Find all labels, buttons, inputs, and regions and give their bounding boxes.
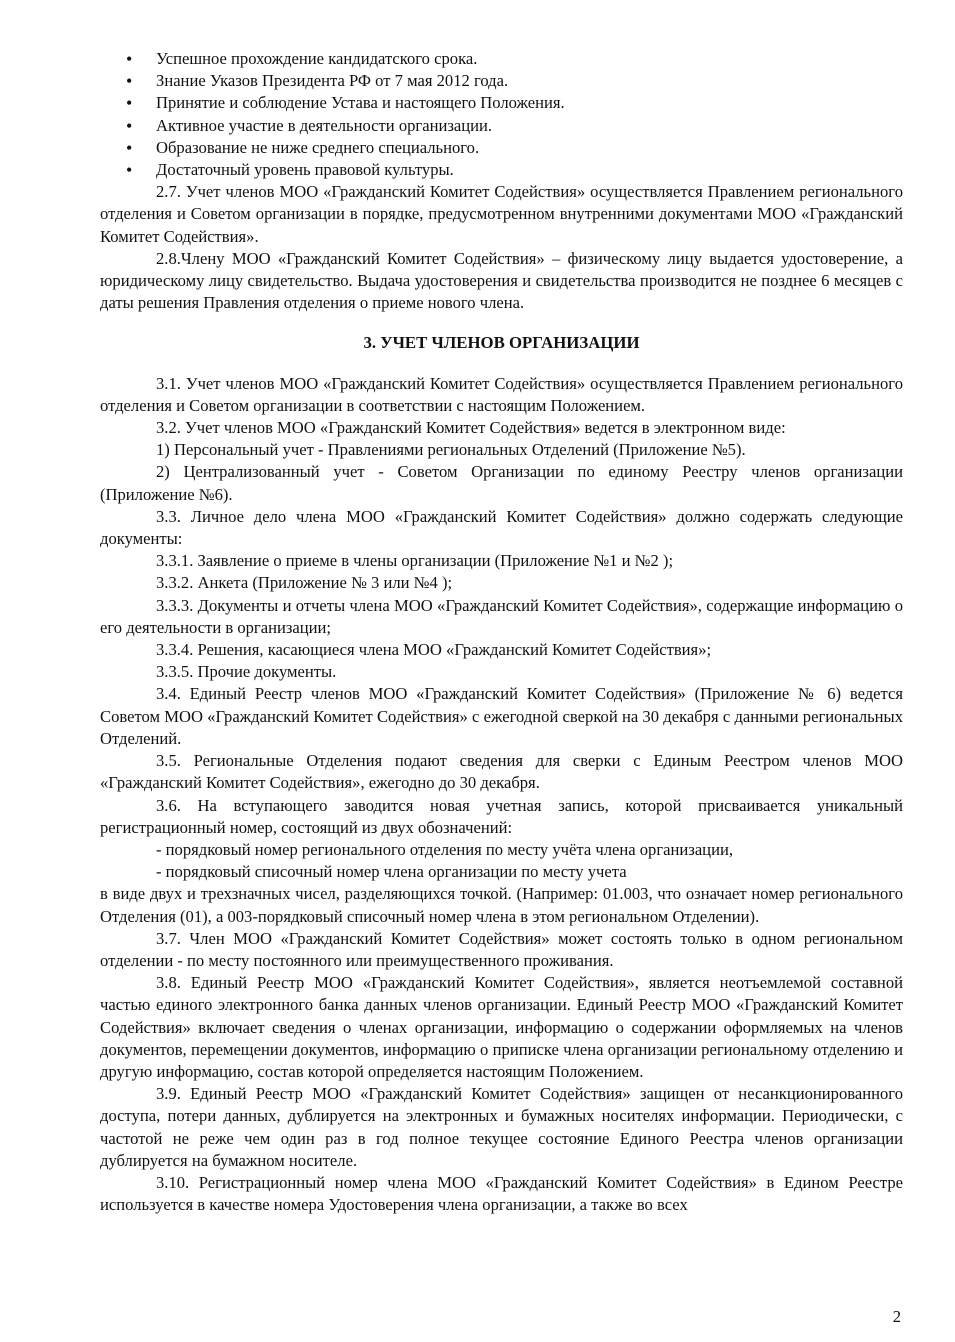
paragraph-3-6-c: в виде двух и трехзначных чисел, разделяющихся точкой. (Например: 01.003, что означает номер регионального Отделения (01), а 003-порядковый списочный номер члена в этом региональном Отделении). <box>100 884 903 926</box>
list-item: • Знание Указов Президента РФ от 7 мая 2012 года. <box>100 70 903 92</box>
paragraph-3-3: 3.3. Личное дело члена МОО «Гражданский Комитет Содействия» должно содержать следующие документы: <box>100 506 903 549</box>
paragraph-3-5: 3.5. Региональные Отделения подают сведения для сверки с Единым Реестром членов МОО «Гражданский Комитет Содействия», ежегодно до 30 декабря. <box>100 751 903 793</box>
paragraph-3-6: 3.6. На вступающего заводится новая учетная запись, которой присваивается уникальный регистрационный номер, состоящий из двух обозначений: <box>100 795 903 837</box>
paragraph-3-2-2: 2) Централизованный учет - Советом Организации по единому Реестру членов организации (Приложение №6). <box>100 462 903 504</box>
paragraph-3-3-2: 3.3.2. Анкета (Приложение № 3 или №4 ); <box>156 573 453 593</box>
paragraph-3-9: 3.9. Единый Реестр МОО «Гражданский Комитет Содействия» защищен от несанкционированного доступа, потери данных, дублируется на электронных и бумажных носителях информации. Периодически, с частотой не реже чем один раз в год полное текущее состояние Единого Реестра членов организации дублируется на бумажном носителе. <box>100 1084 903 1170</box>
paragraph-3-3-5: 3.3.5. Прочие документы. <box>156 662 337 682</box>
paragraph-3-3-1: 3.3.1. Заявление о приеме в члены организации (Приложение №1 и №2 ); <box>156 551 674 571</box>
list-item: • Принятие и соблюдение Устава и настоящего Положения. <box>100 92 903 114</box>
paragraph-3-10: 3.10. Регистрационный номер члена МОО «Гражданский Комитет Содействия» в Едином Реестре используется в качестве номера Удостоверения члена организации, а также во всех <box>100 1172 903 1215</box>
paragraph-3-4: 3.4. Единый Реестр членов МОО «Гражданский Комитет Содействия» (Приложение № 6) ведется Советом МОО «Гражданский Комитет Содействия» с ежегодной сверкой на 30 декабря с данными региональных Отделений. <box>100 684 903 748</box>
paragraph-3-2-1: 1) Персональный учет - Правлениями региональных Отделений (Приложение №5). <box>156 440 746 460</box>
list-item: • Активное участие в деятельности организации. <box>100 115 903 137</box>
paragraph-3-8: 3.8. Единый Реестр МОО «Гражданский Комитет Содействия», является неотъемлемой составной частью единого электронного банка данных членов организации. Единый Реестр МОО «Гражданский Комитет Содействия» включает сведения о членах организации, информацию о содержании оформляемых на членов документов, перемещении документов, информацию о приписке члена организации региональному отделению и другую информацию, состав которой определяется настоящим Положением. <box>100 973 903 1081</box>
paragraph-3-2: 3.2. Учет членов МОО «Гражданский Комитет Содействия» ведется в электронном виде: <box>156 418 786 438</box>
paragraph-3-7: 3.7. Член МОО «Гражданский Комитет Содействия» может состоять только в одном региональном отделении - по месту постоянного или преимущественного проживания. <box>100 928 903 970</box>
paragraph-2-7: 2.7. Учет членов МОО «Гражданский Комитет Содействия» осуществляется Правлением регионального отделения и Советом организации в порядке, предусмотренном внутренними документами МОО «Гражданский Комитет Содействия». <box>100 182 903 246</box>
paragraph-3-6-b: - порядковый списочный номер члена организации по месту учета <box>156 862 627 882</box>
paragraph-3-3-3: 3.3.3. Документы и отчеты члена МОО «Гражданский Комитет Содействия», содержащие информацию о его деятельности в организации; <box>100 595 903 637</box>
paragraph-3-1: 3.1. Учет членов МОО «Гражданский Комитет Содействия» осуществляется Правлением регионального отделения и Советом организации в соответствии с настоящим Положением. <box>100 373 903 415</box>
list-item: • Успешное прохождение кандидатского срока. <box>100 48 903 70</box>
list-item: • Образование не ниже среднего специального. <box>100 137 903 159</box>
page-number: 2 <box>892 1306 901 1326</box>
requirements-list <box>100 48 903 181</box>
paragraph-2-8: 2.8.Члену МОО «Гражданский Комитет Содействия» – физическому лицу выдается удостоверение, а юридическому лицу свидетельство. Выдача удостоверения и свидетельства производится не позднее 6 месяцев с даты решения Правления отделения о приеме нового члена. <box>100 248 903 313</box>
section-heading: 3. УЧЕТ ЧЛЕНОВ ОРГАНИЗАЦИИ <box>363 333 640 353</box>
paragraph-3-6-a: - порядковый номер регионального отделения по месту учёта члена организации, <box>156 839 733 859</box>
list-item: • Достаточный уровень правовой культуры. <box>100 159 903 181</box>
paragraph-3-3-4: 3.3.4. Решения, касающиеся члена МОО «Гражданский Комитет Содействия»; <box>156 640 712 660</box>
